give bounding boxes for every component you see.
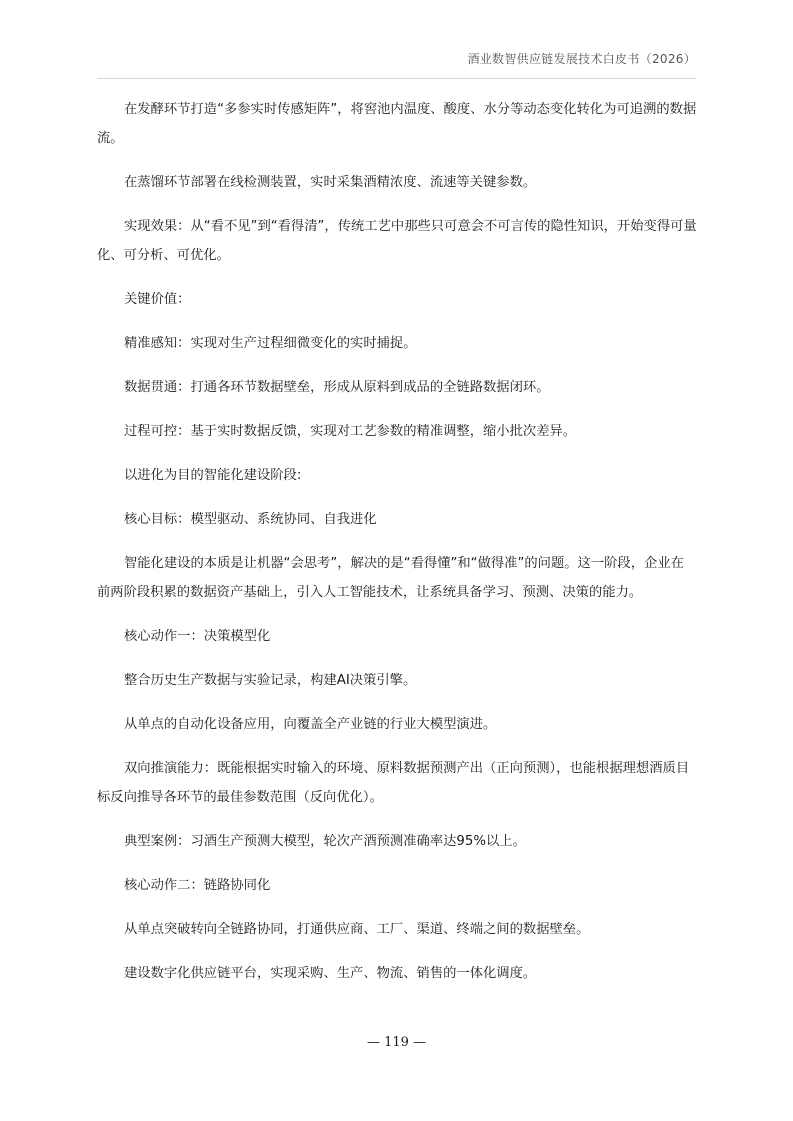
paragraph: 过程可控：基于实时数据反馈，实现对工艺参数的精准调整，缩小批次差异。 [124,424,577,439]
running-header: 酒业数智供应链发展技术白皮书（2026） [467,52,696,66]
paragraph: 核心动作二：链路协同化 [124,878,271,893]
page-number: — 119 — [366,1035,427,1050]
paragraph: 在蒸馏环节部署在线检测装置，实时采集酒精浓度、流速等关键参数。 [124,175,537,190]
paragraph: 从单点突破转向全链路协同，打通供应商、工厂、渠道、终端之间的数据壁垒。 [124,922,590,937]
paragraph: 整合历史生产数据与实验记录，构建AI决策引擎。 [124,673,417,688]
paragraph: 建设数字化供应链平台，实现采购、生产、物流、销售的一体化调度。 [124,966,537,981]
paragraph: 在发酵环节打造“多参实时传感矩阵”，将窖池内温度、酸度、水分等动态变化转化为可追溯的数据流。 [97,102,697,146]
paragraph: 核心目标：模型驱动、系统协同、自我进化 [124,512,377,527]
body-text [97,95,697,988]
paragraph: 典型案例：习酒生产预测大模型，轮次产酒预测准确率达95%以上。 [124,834,526,849]
paragraph: 精准感知：实现对生产过程细微变化的实时捕捉。 [124,336,417,351]
paragraph: 以进化为目的智能化建设阶段: [124,468,302,483]
header-divider [97,78,696,79]
paragraph: 智能化建设的本质是让机器“会思考”，解决的是“看得懂”和“做得准”的问题。这一阶段，企业在前两阶段积累的数据资产基础上，引入人工智能技术，让系统具备学习、预测、决策的能力。 [97,556,684,600]
paragraph: 实现效果：从“看不见”到“看得清”，传统工艺中那些只可意会不可言传的隐性知识，开始变得可量化、可分析、可优化。 [97,219,697,263]
paragraph: 双向推演能力：既能根据实时输入的环境、原料数据预测产出（正向预测），也能根据理想酒质目标反向推导各环节的最佳参数范围（反向优化）。 [97,761,690,805]
paragraph: 关键价值： [124,292,191,307]
paragraph: 数据贯通：打通各环节数据壁垒，形成从原料到成品的全链路数据闭环。 [124,380,550,395]
paragraph: 从单点的自动化设备应用，向覆盖全产业链的行业大模型演进。 [124,717,497,732]
paragraph: 核心动作一：决策模型化 [124,629,271,644]
